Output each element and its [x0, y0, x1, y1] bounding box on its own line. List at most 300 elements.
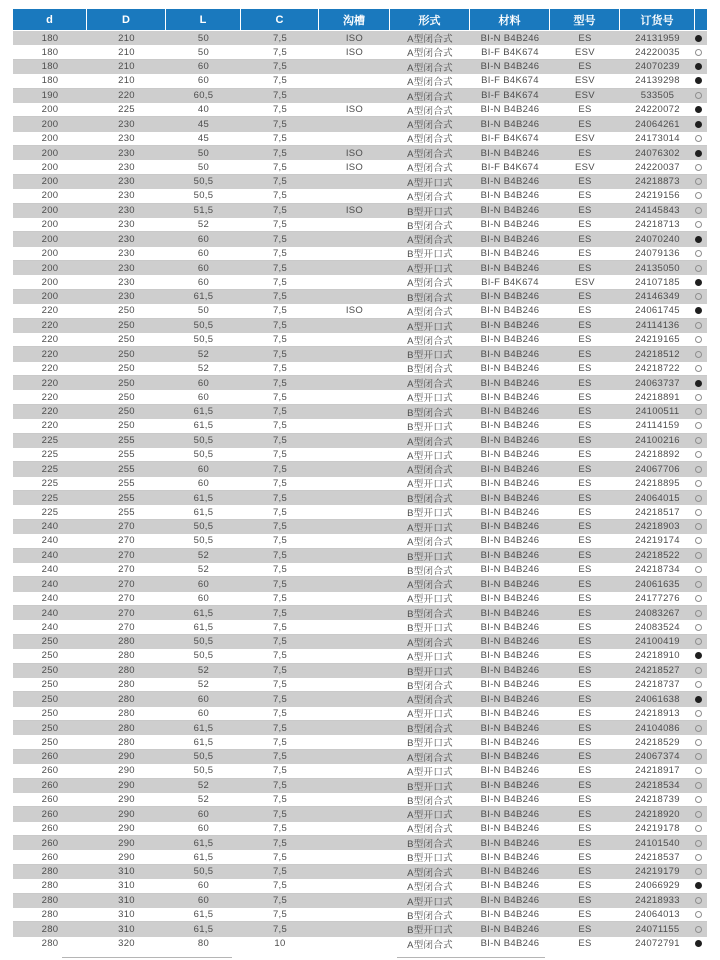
cell-d: 280 [41, 866, 59, 878]
cell-model: ES [578, 291, 592, 303]
cell-material: BI-N B4B246 [480, 391, 540, 403]
cell-order-no: 24218892 [635, 449, 680, 461]
cell-C: 7,5 [272, 320, 288, 332]
cell-groove [319, 707, 390, 720]
cell-marker [695, 74, 707, 87]
cell-d: 225 [41, 463, 59, 475]
cell-material: BI-F B4K674 [481, 90, 539, 102]
cell-C: 7,5 [272, 46, 288, 58]
cell-form: A型闭合式 [407, 62, 453, 74]
cell-marker [695, 304, 707, 317]
cell-form: B型开口式 [407, 350, 453, 362]
cell-marker [695, 836, 707, 850]
cell-d: 200 [41, 161, 59, 173]
cell-order-no: 24218737 [635, 679, 680, 691]
table-row [13, 577, 707, 591]
cell-order-no: 24114159 [635, 420, 680, 432]
cell-C: 7,5 [272, 837, 288, 849]
cell-material: BI-N B4B246 [480, 506, 540, 518]
cell-C: 7,5 [272, 607, 288, 619]
cell-order-no: 24064261 [635, 118, 680, 130]
cell-d: 220 [41, 320, 59, 332]
cell-order-no: 24061635 [635, 578, 680, 590]
cell-model: ES [578, 477, 592, 489]
cell-model: ES [578, 247, 592, 259]
table-row [13, 635, 707, 649]
cell-marker [695, 448, 707, 461]
cell-order-no: 24218517 [635, 506, 680, 518]
cell-order-no: 24072791 [635, 938, 680, 950]
cell-C: 7,5 [272, 262, 288, 274]
cell-D: 250 [118, 348, 135, 360]
cell-C: 7,5 [272, 348, 288, 360]
cell-model: ES [578, 521, 592, 533]
column-header-C: C [241, 9, 319, 30]
cell-order-no: 24139298 [635, 75, 680, 87]
cell-groove [319, 462, 390, 476]
cell-L: 60 [197, 707, 210, 719]
cell-D: 230 [118, 132, 135, 144]
cell-d: 260 [41, 851, 59, 863]
cell-C: 7,5 [272, 550, 288, 562]
cell-C: 7,5 [272, 822, 288, 834]
cell-D: 290 [118, 851, 135, 863]
cell-order-no: 24083267 [635, 607, 680, 619]
cell-material: BI-N B4B246 [480, 190, 540, 202]
cell-C: 7,5 [272, 751, 288, 763]
cell-model: ES [578, 377, 592, 389]
cell-d: 240 [41, 521, 59, 533]
table-row [13, 721, 707, 735]
cell-material: BI-N B4B246 [480, 592, 540, 604]
table-row [13, 347, 707, 361]
table-row [13, 45, 707, 59]
cell-form: A型闭合式 [407, 867, 453, 879]
cell-model: ES [578, 851, 592, 863]
cell-order-no: 24067706 [635, 463, 680, 475]
cell-L: 50,5 [193, 765, 214, 777]
cell-material: BI-N B4B246 [480, 751, 540, 763]
table-row [13, 290, 707, 304]
cell-d: 225 [41, 477, 59, 489]
cell-d: 260 [41, 780, 59, 792]
cell-order-no: 24100511 [635, 406, 680, 418]
cell-material: BI-N B4B246 [480, 736, 540, 748]
cell-groove [319, 390, 390, 403]
cell-form: A型闭合式 [407, 191, 453, 203]
cell-groove [319, 491, 390, 505]
cell-C: 7,5 [272, 104, 288, 116]
table-row [13, 175, 707, 189]
column-header-marker [695, 9, 707, 30]
cell-d: 200 [41, 233, 59, 245]
availability-open-circle-icon [695, 135, 702, 142]
table-row [13, 362, 707, 376]
availability-open-circle-icon [695, 595, 702, 602]
cell-material: BI-N B4B246 [480, 607, 540, 619]
cell-model: ES [578, 736, 592, 748]
table-row [13, 865, 707, 879]
cell-L: 50,5 [193, 866, 214, 878]
cell-L: 80 [197, 938, 210, 950]
availability-open-circle-icon [695, 796, 702, 803]
cell-L: 60 [197, 578, 210, 590]
table-row [13, 477, 707, 491]
table-row [13, 89, 707, 103]
availability-open-circle-icon [695, 739, 702, 746]
cell-d: 200 [41, 276, 59, 288]
cell-d: 220 [41, 348, 59, 360]
cell-order-no: 24079136 [635, 247, 680, 259]
cell-model: ES [578, 435, 592, 447]
cell-order-no: 24219179 [635, 866, 680, 878]
cell-D: 255 [118, 435, 135, 447]
cell-L: 61,5 [193, 492, 214, 504]
cell-D: 230 [118, 219, 135, 231]
cell-D: 280 [118, 707, 135, 719]
availability-open-circle-icon [695, 667, 702, 674]
cell-model: ESV [575, 75, 595, 87]
cell-L: 61,5 [193, 722, 214, 734]
cell-d: 200 [41, 118, 59, 130]
cell-D: 230 [118, 147, 135, 159]
cell-d: 180 [41, 32, 59, 44]
cell-model: ES [578, 722, 592, 734]
availability-filled-circle-icon [695, 652, 702, 659]
cell-order-no: 24219178 [635, 822, 680, 834]
cell-C: 7,5 [272, 866, 288, 878]
cell-form: A型闭合式 [407, 939, 453, 951]
cell-model: ES [578, 320, 592, 332]
cell-model: ES [578, 104, 592, 116]
cell-d: 225 [41, 435, 59, 447]
cell-groove [319, 376, 390, 390]
cell-D: 290 [118, 837, 135, 849]
cell-marker [695, 189, 707, 202]
cell-material: BI-N B4B246 [480, 650, 540, 662]
cell-C: 7,5 [272, 794, 288, 806]
cell-groove [319, 908, 390, 921]
cell-C: 7,5 [272, 621, 288, 633]
cell-material: BI-N B4B246 [480, 104, 540, 116]
cell-model: ES [578, 492, 592, 504]
cell-marker [695, 175, 707, 189]
cell-model: ES [578, 564, 592, 576]
cell-d: 200 [41, 176, 59, 188]
availability-filled-circle-icon [695, 279, 702, 286]
availability-filled-circle-icon [695, 35, 702, 42]
cell-C: 7,5 [272, 377, 288, 389]
cell-groove [319, 894, 390, 908]
cell-model: ES [578, 391, 592, 403]
cell-model: ES [578, 895, 592, 907]
cell-marker [695, 132, 707, 145]
cell-C: 7,5 [272, 909, 288, 921]
cell-C: 7,5 [272, 406, 288, 418]
cell-marker [695, 577, 707, 591]
cell-D: 270 [118, 621, 135, 633]
cell-model: ES [578, 305, 592, 317]
availability-filled-circle-icon [695, 150, 702, 157]
cell-order-no: 24218512 [635, 348, 680, 360]
availability-open-circle-icon [695, 480, 702, 487]
table-row [13, 160, 707, 174]
cell-L: 60 [197, 880, 210, 892]
cell-L: 60 [197, 822, 210, 834]
cell-C: 7,5 [272, 362, 288, 374]
cell-form: B型闭合式 [407, 839, 453, 851]
product-table [13, 9, 707, 951]
cell-d: 250 [41, 707, 59, 719]
availability-open-circle-icon [695, 610, 702, 617]
cell-groove [319, 247, 390, 260]
cell-material: BI-N B4B246 [480, 794, 540, 806]
cell-order-no: 24218734 [635, 564, 680, 576]
cell-L: 60 [197, 61, 210, 73]
cell-groove: ISO [345, 305, 364, 317]
table-row [13, 850, 707, 864]
cell-C: 7,5 [272, 233, 288, 245]
cell-material: BI-N B4B246 [480, 822, 540, 834]
cell-model: ES [578, 751, 592, 763]
cell-form: A型开口式 [407, 594, 453, 605]
cell-L: 61,5 [193, 291, 214, 303]
table-row [13, 894, 707, 908]
cell-groove [319, 750, 390, 764]
cell-L: 50 [197, 161, 210, 173]
cell-model: ES [578, 233, 592, 245]
cell-D: 250 [118, 362, 135, 374]
cell-d: 240 [41, 621, 59, 633]
cell-groove [319, 347, 390, 361]
cell-d: 200 [41, 262, 59, 274]
cell-order-no: 24070240 [635, 233, 680, 245]
cell-form: A型开口式 [407, 709, 453, 720]
cell-material: BI-N B4B246 [480, 334, 540, 346]
cell-L: 50,5 [193, 190, 214, 202]
cell-form: B型开口式 [407, 666, 453, 678]
cell-D: 250 [118, 406, 135, 418]
cell-marker [695, 807, 707, 821]
availability-open-circle-icon [695, 265, 702, 272]
table-row [13, 549, 707, 563]
cell-form: B型开口式 [407, 781, 453, 793]
cell-order-no: 24064015 [635, 492, 680, 504]
cell-d: 180 [41, 46, 59, 58]
cell-form: B型闭合式 [407, 220, 453, 232]
cell-C: 7,5 [272, 592, 288, 604]
table-row [13, 132, 707, 146]
cell-d: 280 [41, 880, 59, 892]
cell-form: B型开口式 [407, 249, 453, 260]
cell-form: A型闭合式 [407, 120, 453, 132]
cell-material: BI-N B4B246 [480, 535, 540, 547]
availability-filled-circle-icon [695, 940, 702, 947]
cell-L: 50,5 [193, 535, 214, 547]
cell-groove [319, 362, 390, 375]
cell-L: 60 [197, 233, 210, 245]
cell-model: ES [578, 592, 592, 604]
cell-D: 255 [118, 492, 135, 504]
cell-C: 7,5 [272, 851, 288, 863]
cell-L: 50 [197, 305, 210, 317]
cell-C: 7,5 [272, 334, 288, 346]
column-header-material: 材料 [470, 9, 550, 30]
cell-marker [695, 908, 707, 921]
cell-L: 60 [197, 75, 210, 87]
cell-marker [695, 606, 707, 620]
availability-open-circle-icon [695, 725, 702, 732]
cell-groove [319, 879, 390, 892]
table-row [13, 692, 707, 706]
cell-model: ES [578, 780, 592, 792]
cell-material: BI-N B4B246 [480, 205, 540, 217]
cell-form: B型闭合式 [407, 795, 453, 807]
availability-filled-circle-icon [695, 380, 702, 387]
cell-order-no: 24076302 [635, 147, 680, 159]
cell-order-no: 24146349 [635, 291, 680, 303]
cell-D: 270 [118, 578, 135, 590]
cell-D: 320 [118, 938, 135, 950]
cell-order-no: 24218873 [635, 176, 680, 188]
cell-d: 220 [41, 362, 59, 374]
cell-form: B型开口式 [407, 853, 453, 864]
cell-C: 7,5 [272, 521, 288, 533]
cell-groove [319, 865, 390, 879]
table-row [13, 31, 707, 45]
cell-form: A型闭合式 [407, 235, 453, 247]
cell-form: A型闭合式 [407, 752, 453, 764]
availability-open-circle-icon [695, 437, 702, 444]
cell-order-no: 24220037 [635, 161, 680, 173]
cell-model: ES [578, 118, 592, 130]
cell-material: BI-N B4B246 [480, 147, 540, 159]
cell-material: BI-N B4B246 [480, 938, 540, 950]
availability-filled-circle-icon [695, 121, 702, 128]
availability-open-circle-icon [695, 537, 702, 544]
cell-L: 50 [197, 147, 210, 159]
cell-D: 280 [118, 722, 135, 734]
cell-d: 225 [41, 492, 59, 504]
cell-material: BI-N B4B246 [480, 707, 540, 719]
availability-open-circle-icon [695, 840, 702, 847]
cell-material: BI-N B4B246 [480, 320, 540, 332]
table-row [13, 879, 707, 893]
cell-material: BI-N B4B246 [480, 550, 540, 562]
cell-model: ES [578, 938, 592, 950]
availability-filled-circle-icon [695, 307, 702, 314]
cell-marker [695, 390, 707, 403]
table-row [13, 419, 707, 433]
cell-D: 220 [118, 90, 135, 102]
cell-model: ES [578, 190, 592, 202]
cell-L: 50 [197, 46, 210, 58]
availability-open-circle-icon [695, 178, 702, 185]
cell-form: A型开口式 [407, 177, 453, 189]
cell-D: 290 [118, 822, 135, 834]
cell-form: B型闭合式 [407, 680, 453, 692]
table-row [13, 60, 707, 74]
cell-marker [695, 620, 707, 633]
cell-C: 7,5 [272, 435, 288, 447]
cell-marker [695, 247, 707, 260]
availability-open-circle-icon [695, 164, 702, 171]
cell-C: 7,5 [272, 463, 288, 475]
availability-open-circle-icon [695, 451, 702, 458]
cell-d: 225 [41, 449, 59, 461]
cell-C: 7,5 [272, 305, 288, 317]
availability-open-circle-icon [695, 192, 702, 199]
cell-form: A型开口式 [407, 896, 453, 908]
cell-order-no: 24219156 [635, 190, 680, 202]
cell-marker [695, 261, 707, 275]
availability-filled-circle-icon [695, 63, 702, 70]
cell-marker [695, 160, 707, 173]
cell-model: ES [578, 909, 592, 921]
cell-order-no: 24218527 [635, 665, 680, 677]
table-row [13, 750, 707, 764]
cell-material: BI-N B4B246 [480, 765, 540, 777]
cell-d: 260 [41, 765, 59, 777]
cell-order-no: 24218913 [635, 707, 680, 719]
availability-open-circle-icon [695, 566, 702, 573]
cell-L: 52 [197, 219, 210, 231]
cell-L: 61,5 [193, 506, 214, 518]
cell-C: 7,5 [272, 506, 288, 518]
table-row [13, 937, 707, 951]
cell-d: 200 [41, 190, 59, 202]
cell-material: BI-N B4B246 [480, 219, 540, 231]
cell-marker [695, 31, 707, 45]
cell-form: B型开口式 [407, 925, 453, 937]
availability-filled-circle-icon [695, 696, 702, 703]
cell-marker [695, 520, 707, 534]
cell-groove [319, 620, 390, 633]
cropped-next-row-line-right [397, 957, 545, 958]
cell-material: BI-N B4B246 [480, 61, 540, 73]
cell-d: 180 [41, 75, 59, 87]
cell-marker [695, 505, 707, 518]
cell-material: BI-N B4B246 [480, 247, 540, 259]
cell-D: 230 [118, 118, 135, 130]
cell-order-no: 24218903 [635, 521, 680, 533]
cell-groove [319, 419, 390, 432]
cell-groove: ISO [345, 46, 364, 58]
cell-model: ES [578, 406, 592, 418]
cell-d: 220 [41, 391, 59, 403]
cell-order-no: 24131959 [635, 32, 680, 44]
cell-form: A型闭合式 [407, 278, 453, 289]
cell-model: ES [578, 636, 592, 648]
cell-groove [319, 218, 390, 231]
cell-d: 240 [41, 535, 59, 547]
cell-d: 200 [41, 291, 59, 303]
cell-order-no: 24107185 [635, 276, 680, 288]
cell-marker [695, 822, 707, 835]
cell-d: 280 [41, 923, 59, 935]
cell-groove [319, 290, 390, 304]
cell-order-no: 24220035 [635, 46, 680, 58]
cell-d: 260 [41, 751, 59, 763]
cell-C: 7,5 [272, 535, 288, 547]
cell-form: B型闭合式 [407, 494, 453, 506]
cell-material: BI-N B4B246 [480, 808, 540, 820]
cell-material: BI-N B4B246 [480, 636, 540, 648]
cell-C: 7,5 [272, 477, 288, 489]
cell-D: 210 [118, 61, 135, 73]
cell-material: BI-N B4B246 [480, 880, 540, 892]
cell-form: B型闭合式 [407, 724, 453, 736]
